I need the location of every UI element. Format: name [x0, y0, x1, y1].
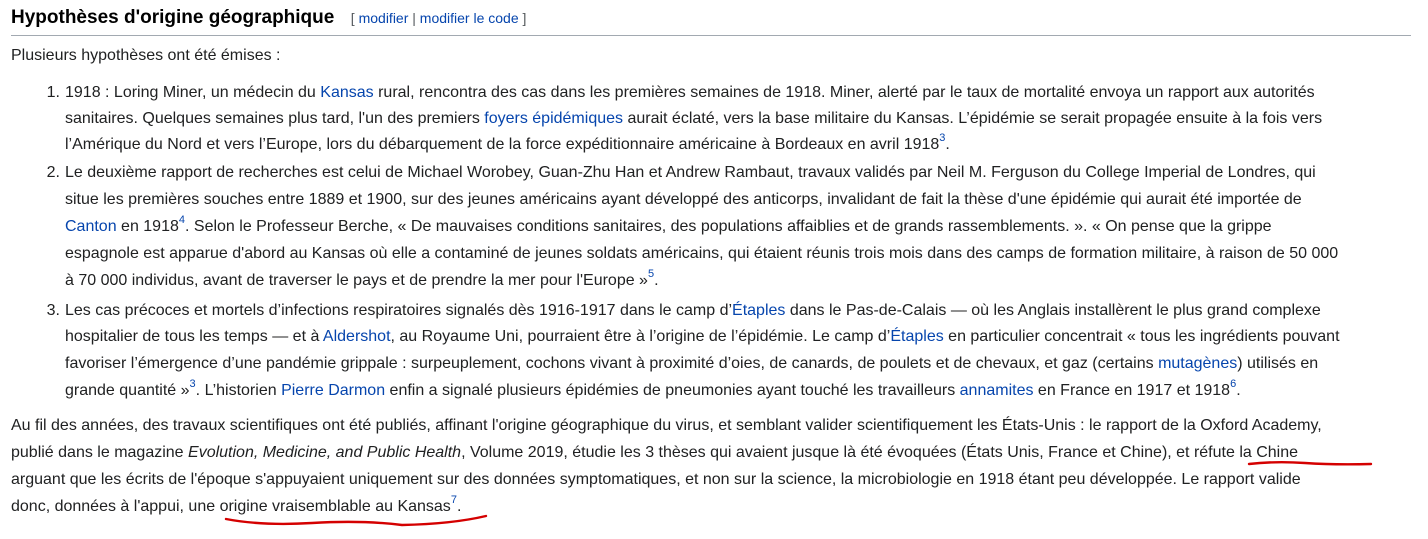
canton-link[interactable]: Canton: [65, 218, 117, 235]
text-run: enfin a signalé plusieurs épidémies de pneumonies ayant touché les travailleurs: [385, 382, 960, 399]
edit-code-link[interactable]: modifier le code: [419, 10, 519, 26]
item-line: [65, 378, 1410, 404]
text-run: .: [456, 498, 462, 515]
item-line: espagnole est apparue d'abord au Kansas où elle a contaminé de jeunes soldats américains, qui étaient réunis trois mois dans des camps de formation militaire, à raison de 50 000: [65, 245, 1339, 262]
text-run: aurait éclaté, vers la base militaire du Kansas. L’épidémie se serait propagée ensuite à la fois vers: [623, 110, 1323, 127]
list-number: 3.: [46, 302, 60, 319]
item-line: [65, 324, 1410, 350]
item-line: Le deuxième rapport de recherches est celui de Michael Worobey, Guan-Zhu Han et Andrew Rambaut, travaux validés par Neil M. Ferguson du College Imperial de Londres, qui: [65, 164, 1316, 181]
highlight-origine-kansas: origine vraisemblable au Kansas: [219, 498, 451, 515]
text-run: ) utilisés en: [1237, 355, 1319, 372]
text-run: en 1918: [116, 218, 179, 235]
text-run: grande quantité »: [65, 382, 190, 399]
item-line: [65, 351, 1410, 377]
text-run: en particulier concentrait « tous les ingrédients pouvant: [943, 328, 1340, 345]
list-number: 2.: [46, 164, 60, 181]
text-run: l’Amérique du Nord et vers l’Europe, lors du débarquement de la force expéditionnaire américaine à Bordeaux en avril 1918: [65, 136, 940, 153]
text-run: .: [1236, 382, 1241, 399]
text-run: 1918 : Loring Miner, un médecin du: [65, 84, 321, 101]
item-line: [65, 106, 1410, 132]
text-run: favoriser l’émergence d’une pandémie grippale : surpeuplement, cochons vivant à proximité d’oies, de canards, de poulets et de chevaux, et gaz (certains: [65, 355, 1159, 372]
paragraph-line: arguant que les écrits de l'époque s'appuyaient uniquement sur des données symptomatiques, et non sur la science, la microbiologie en 1918 étant peu développée. Le rapport valide: [11, 471, 1301, 488]
edit-separator: |: [412, 10, 416, 26]
reference-link[interactable]: 5: [647, 268, 655, 280]
text-run: sanitaires. Quelques semaines plus tard, l'un des premiers: [65, 110, 485, 127]
reference-link[interactable]: 7: [450, 494, 457, 506]
text-run: . Selon le Professeur Berche, « De mauvaises conditions sanitaires, des populations affaiblies et de grands rassemblements. ». « On pense que la grippe: [185, 218, 1272, 235]
highlight-refute-chine: réfute la Chine: [1193, 444, 1299, 461]
annamites-link[interactable]: annamites: [959, 382, 1034, 399]
item-line: [65, 132, 1410, 158]
text-run: donc, données à l'appui, une: [11, 498, 220, 515]
bracket-close: ]: [522, 10, 527, 26]
edit-section-links: [351, 10, 527, 26]
item-line: [65, 80, 1410, 106]
aldershot-link[interactable]: Aldershot: [322, 328, 391, 345]
paragraph-line: [11, 494, 1416, 520]
text-run: en France en 1917 et 1918: [1033, 382, 1231, 399]
section-title: Hypothèses d'origine géographique: [11, 7, 335, 28]
etaples-link[interactable]: Étaples: [890, 328, 944, 345]
text-run: hospitalier de tous les temps — et à: [65, 328, 323, 345]
kansas-link[interactable]: Kansas: [320, 84, 374, 101]
text-run: Les cas précoces et mortels d’infections respiratoires signalés dès 1916-1917 dans le camp d’: [65, 302, 733, 319]
text-run: .: [945, 136, 950, 153]
reference-link[interactable]: 4: [178, 214, 185, 226]
text-run: à 70 000 individus, avant de traverser le pays et de prendre la mer pour l'Europe »: [65, 272, 648, 289]
text-run: dans le Pas-de-Calais — où les Anglais installèrent le plus grand complexe: [785, 302, 1321, 319]
intro-text: Plusieurs hypothèses ont été émises :: [11, 47, 281, 64]
text-run: , au Royaume Uni, pourraient être à l’origine de l’épidémie. Le camp d’: [390, 328, 891, 345]
item-line: situe les premières souches entre 1889 et 1900, sur des jeunes américains ayant développé des anticorps, invalidant de fait la thèse d'une épidémie qui aurait été importée de: [65, 191, 1302, 208]
paragraph-line: Au fil des années, des travaux scientifiques ont été publiés, affinant l'origine géographique du virus, et semblant valider scientifiquement les États-Unis : le rapport de la Oxford Academy,: [11, 417, 1322, 434]
reference-link[interactable]: 3: [939, 132, 946, 144]
paragraph-line: [11, 440, 1416, 466]
item-line: [65, 268, 1410, 294]
reference-link[interactable]: 6: [1230, 378, 1237, 390]
foyers-epidemiques-link[interactable]: foyers épidémiques: [484, 110, 624, 127]
reference-link[interactable]: 3: [189, 378, 196, 390]
item-line: [65, 298, 1410, 324]
journal-title: Evolution, Medicine, and Public Health: [188, 444, 462, 461]
text-run: , Volume 2019, étudie les 3 thèses qui avaient jusque là été évoquées (États Unis, France et Chine), et: [461, 444, 1194, 461]
item-line: [65, 214, 1410, 240]
mutagenes-link[interactable]: mutagènes: [1158, 355, 1238, 372]
etaples-link[interactable]: Étaples: [732, 302, 786, 319]
section-heading: [11, 5, 1411, 36]
bracket-open: [: [350, 10, 355, 26]
text-run: . L’historien: [195, 382, 282, 399]
text-run: rural, rencontra des cas dans les premières semaines de 1918. Miner, alerté par le taux de mortalité envoya un rapport aux autorités: [373, 84, 1315, 101]
edit-link[interactable]: modifier: [358, 10, 409, 26]
text-run: .: [654, 272, 659, 289]
pierre-darmon-link[interactable]: Pierre Darmon: [281, 382, 386, 399]
list-number: 1.: [46, 84, 60, 101]
text-run: publié dans le magazine: [11, 444, 189, 461]
